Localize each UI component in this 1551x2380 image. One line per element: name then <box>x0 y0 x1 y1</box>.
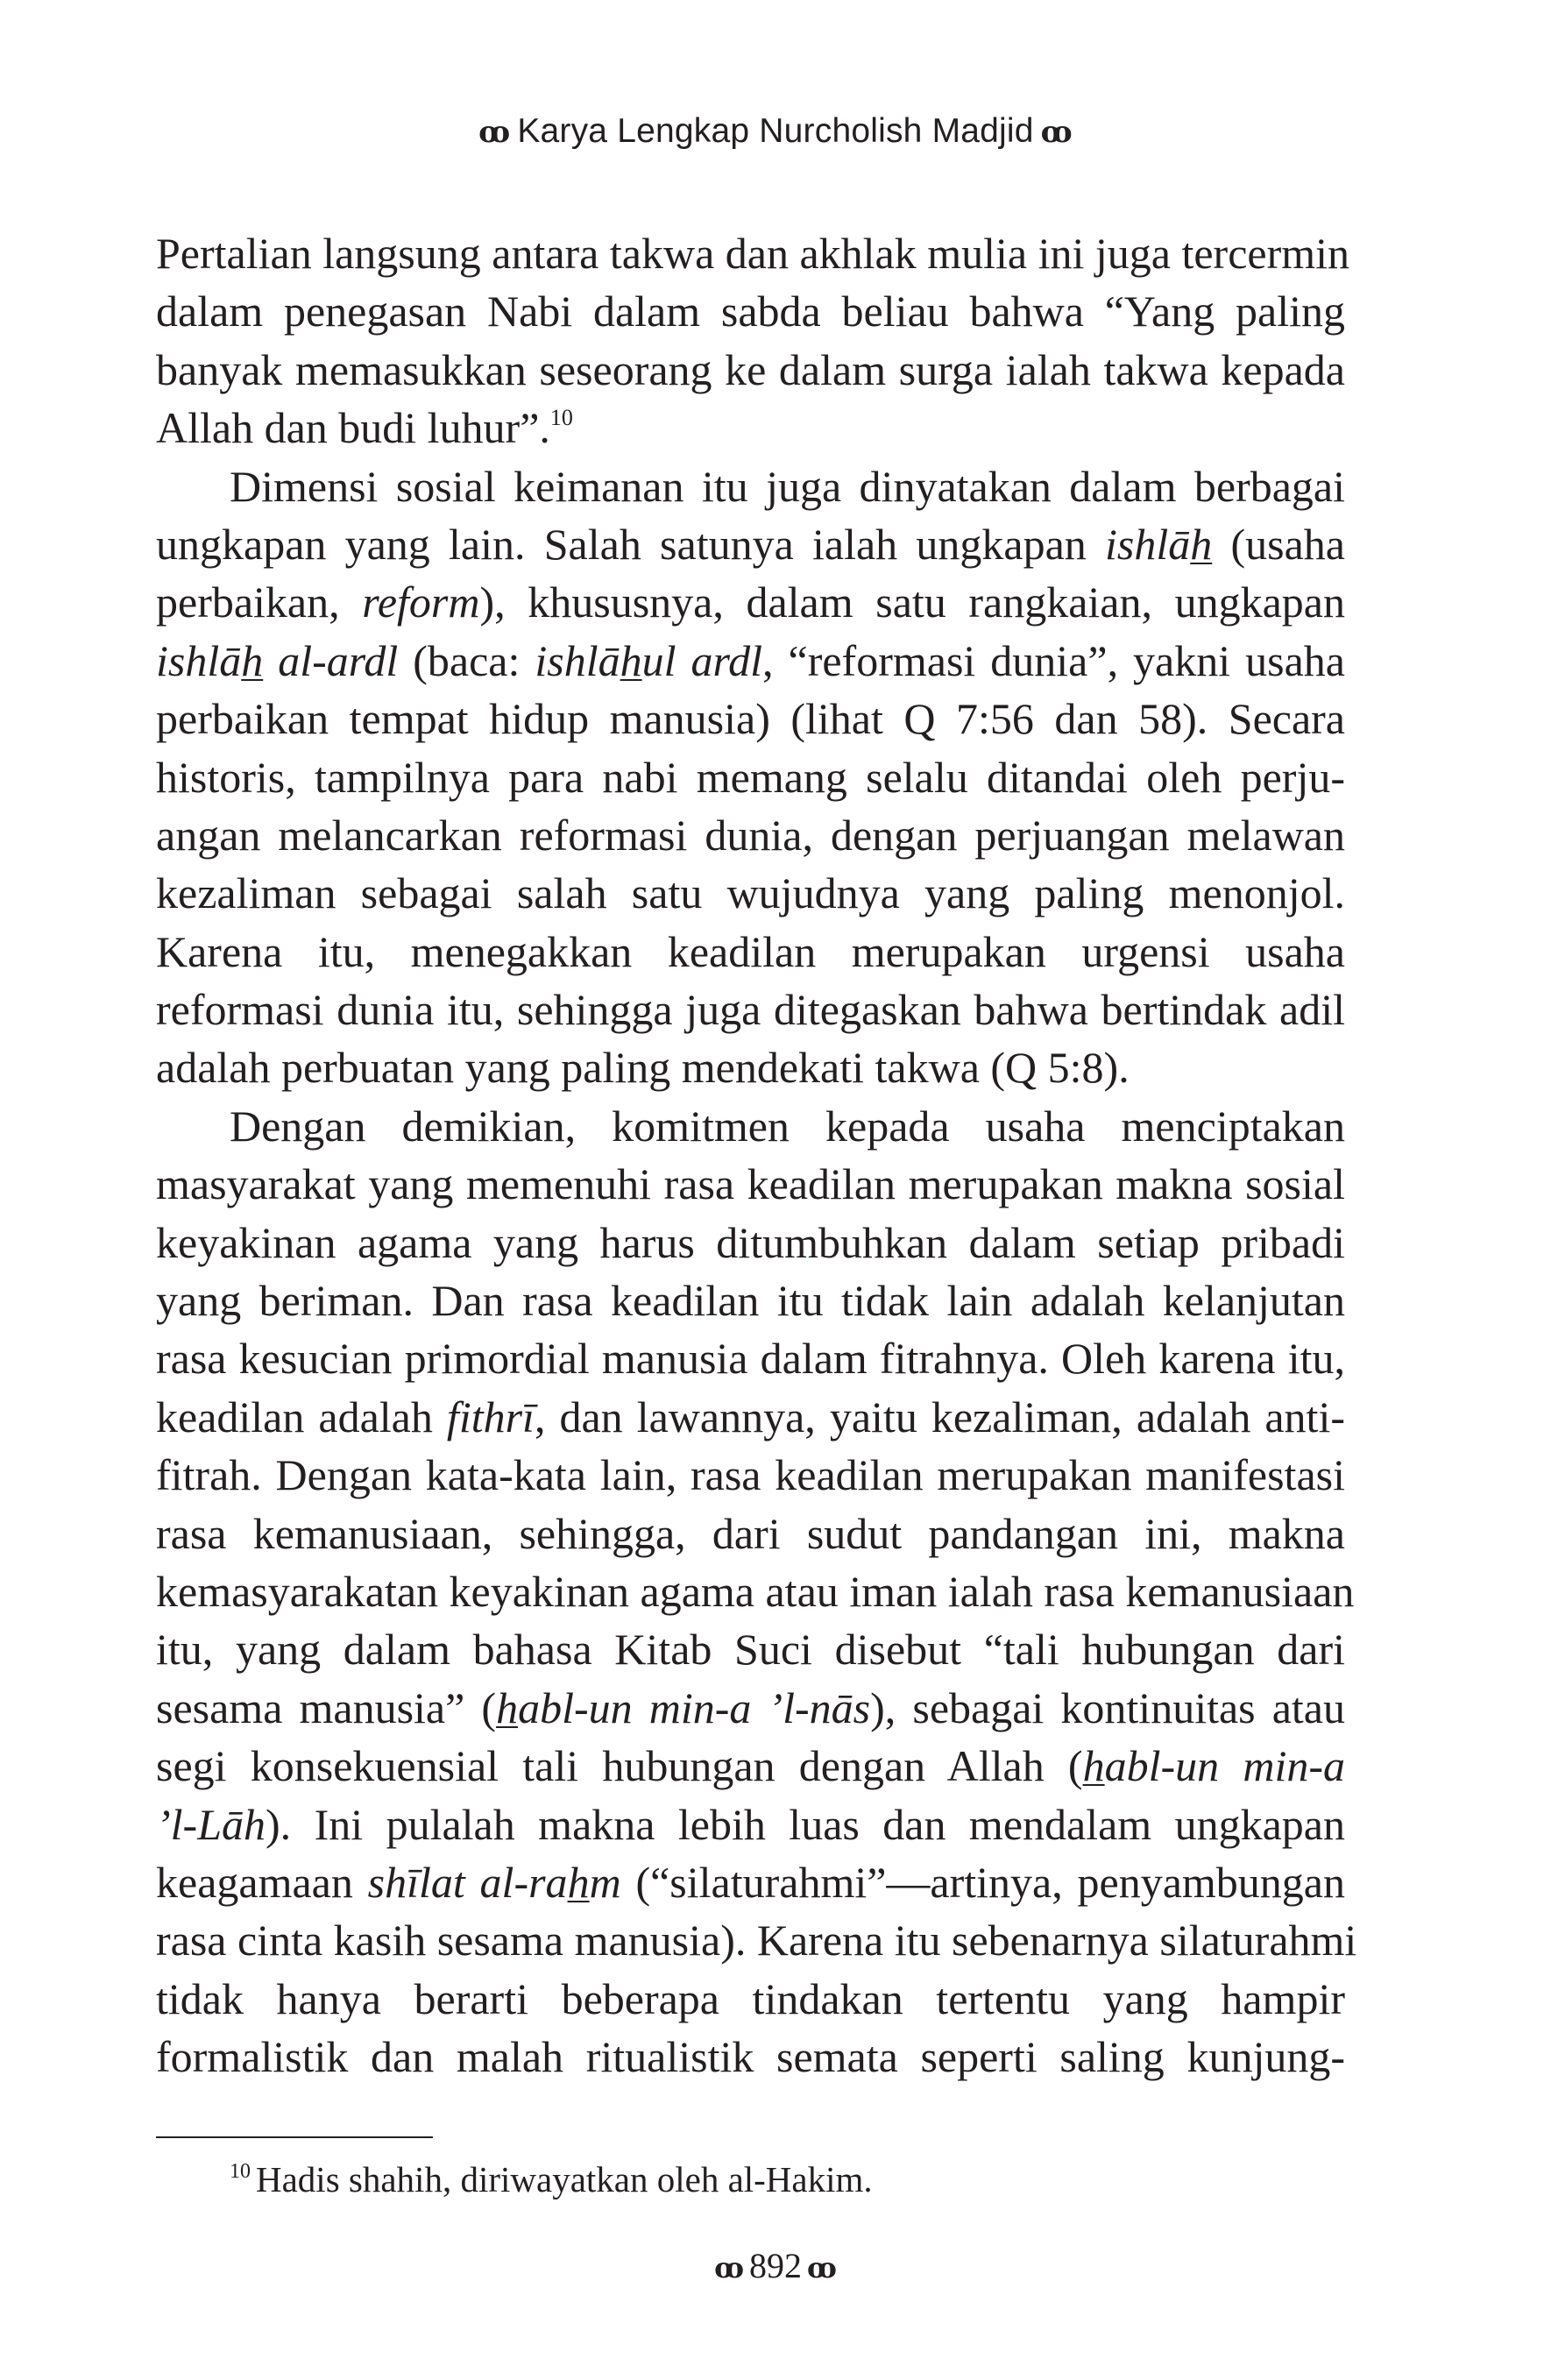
italic-term: fithrī <box>446 1392 535 1441</box>
text-line: angan melancarkan reformasi dunia, dengan perjuangan melawan <box>156 810 1345 860</box>
text-span: ungkapan yang lain. Salah satunya ialah ungkapan <box>156 519 1106 569</box>
text-line: Dimensi sosial keimanan itu juga dinyatakan dalam berbagai <box>230 461 1345 511</box>
text-line <box>156 1679 1345 1737</box>
text-span: perbaikan, <box>156 577 363 627</box>
text-line: rasa cinta kasih sesama manusia). Karena itu sebenarnya silaturahmi <box>156 1916 1357 1966</box>
text-span: ). Ini pulalah makna lebih luas dan mendalam ungkapan <box>266 1799 1345 1849</box>
italic-term <box>1105 520 1212 569</box>
underlined-letter: h <box>496 1682 519 1732</box>
text-span: keagamaan <box>156 1857 368 1907</box>
text-span: ul ardl <box>641 635 763 685</box>
text-span: , “reformasi dunia”, yakni usaha <box>762 635 1345 685</box>
italic-term <box>535 636 762 685</box>
ornament-right-icon: ꝏ <box>807 2251 837 2284</box>
paragraph-1 <box>156 224 1350 457</box>
text-line: Pertalian langsung antara takwa dan akhlak mulia ini juga tercermin <box>156 229 1350 278</box>
paragraph-3 <box>156 1097 1357 2086</box>
text-line <box>156 1853 1345 1911</box>
text-span: (“silaturahmi”—artinya, penyambungan <box>620 1857 1345 1907</box>
text-line: perbaikan tempat hidup manusia) (lihat Q 7:56 dan 58). Secara <box>156 694 1345 744</box>
text-span: sesama manusia” ( <box>156 1682 497 1732</box>
text-line: banyak memasukkan seseorang ke dalam surga ialah takwa kepada <box>156 344 1345 394</box>
italic-term: reform <box>362 577 480 627</box>
italic-term <box>156 636 398 685</box>
italic-term <box>496 1683 870 1732</box>
paragraph-2 <box>156 457 1345 1097</box>
text-line <box>156 1737 1345 1795</box>
text-line: rasa kesucian primordial manusia dalam fitrahnya. Oleh karena itu, <box>156 1334 1345 1384</box>
text-line: tidak hanya berarti beberapa tindakan tertentu yang hampir <box>156 1973 1345 2023</box>
ornament-left-icon: ꝏ <box>714 2251 744 2284</box>
text-span: segi konsekuensial tali hubungan dengan Allah ( <box>156 1741 1083 1791</box>
underlined-letter: h <box>241 635 264 685</box>
text-span: ishlā <box>156 635 242 685</box>
text-span: ishlā <box>535 635 620 685</box>
text-span: abl-un min-a <box>1104 1741 1345 1791</box>
text-line: adalah perbuatan yang paling mendekati takwa (Q 5:8). <box>156 1043 1130 1093</box>
footnote-divider <box>156 2136 433 2138</box>
text-line: keyakinan agama yang harus ditumbuhkan dalam setiap pribadi <box>156 1217 1345 1267</box>
body-text <box>156 224 1357 2086</box>
underlined-letter: h <box>567 1857 590 1907</box>
book-title: Karya Lengkap Nurcholish Madjid <box>517 112 1034 150</box>
text-span: keadilan adalah <box>156 1392 447 1441</box>
text-line: kemasyarakatan keyakinan agama atau iman ialah rasa kemanusiaan <box>156 1566 1355 1616</box>
text-span: (baca: <box>398 635 535 685</box>
running-head <box>0 112 1551 151</box>
underlined-letter: h <box>1190 519 1213 569</box>
footnote-text: Hadis shahih, diriwayatkan oleh al-Hakim. <box>256 2159 873 2199</box>
text-line: reformasi dunia itu, sehingga juga ditegaskan bahwa bertindak adil <box>156 985 1345 1035</box>
italic-term <box>368 1858 621 1907</box>
text-line: yang beriman. Dan rasa keadilan itu tidak lain adalah kelanjutan <box>156 1276 1345 1326</box>
text-line <box>156 632 1345 690</box>
text-span: shīlat al-ra <box>367 1857 568 1907</box>
ornament-left-icon: ꝏ <box>478 115 511 150</box>
text-span: (usaha <box>1212 519 1345 569</box>
text-line: historis, tampilnya para nabi memang selalu ditandai oleh perju- <box>156 752 1345 802</box>
text-line: formalistik dan malah ritualistik semata seperti saling kunjung- <box>156 2032 1345 2082</box>
text-line: fitrah. Dengan kata-kata lain, rasa keadilan merupakan manifestasi <box>156 1450 1345 1500</box>
text-span: Allah dan budi luhur”. <box>156 403 550 453</box>
italic-term <box>1083 1741 1345 1790</box>
text-span: abl-un min-a ’l-nās <box>518 1682 871 1732</box>
text-span: m <box>589 1857 621 1907</box>
page-number: 892 <box>749 2246 802 2285</box>
text-line <box>156 399 1345 457</box>
text-line: Dengan demikian, komitmen kepada usaha menciptakan <box>230 1101 1345 1151</box>
text-line <box>156 1796 1345 1853</box>
text-line <box>156 515 1345 573</box>
text-line: dalam penegasan Nabi dalam sabda beliau bahwa “Yang paling <box>156 287 1345 336</box>
text-line <box>156 573 1345 631</box>
text-line: itu, yang dalam bahasa Kitab Suci disebut “tali hubungan dari <box>156 1625 1345 1675</box>
text-span: , dan lawannya, yaitu kezaliman, adalah anti- <box>534 1392 1345 1441</box>
italic-term: ’l-Lāh <box>156 1799 266 1849</box>
text-line <box>156 1388 1345 1446</box>
footnote <box>230 2156 873 2203</box>
text-span: ishlā <box>1105 519 1191 569</box>
text-line: kezaliman sebagai salah satu wujudnya yang paling menonjol. <box>156 868 1345 918</box>
footnote-number: 10 <box>230 2160 251 2183</box>
underlined-letter: h <box>1082 1741 1105 1791</box>
text-span: al-ardl <box>263 635 399 685</box>
text-span: ), sebagai kontinuitas atau <box>870 1682 1346 1732</box>
page-footer <box>0 2245 1551 2286</box>
footnote-reference: 10 <box>549 405 573 431</box>
text-line: masyarakat yang memenuhi rasa keadilan merupakan makna sosial <box>156 1159 1345 1209</box>
text-span: ), khususnya, dalam satu rangkaian, ungkapan <box>479 577 1345 627</box>
ornament-right-icon: ꝏ <box>1040 115 1073 150</box>
text-line: rasa kemanusiaan, sehingga, dari sudut pandangan ini, makna <box>156 1508 1345 1558</box>
text-line: Karena itu, menegakkan keadilan merupakan urgensi usaha <box>156 926 1345 976</box>
underlined-letter: h <box>620 635 642 685</box>
